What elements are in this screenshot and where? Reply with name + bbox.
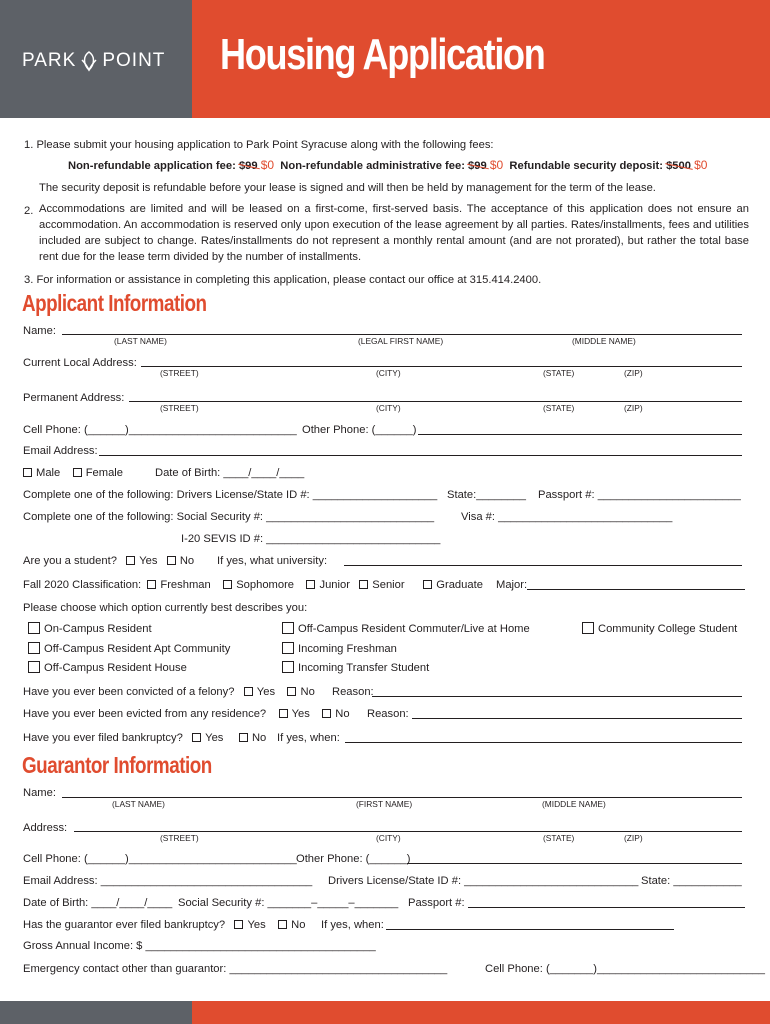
- intro-item-2-num: 2.: [24, 205, 34, 217]
- option-community[interactable]: [582, 622, 737, 636]
- choose-label: Please choose which option currently best describes you:: [23, 602, 308, 614]
- evicted-question: Have you ever been evicted from any residence?: [23, 708, 267, 720]
- g-passport-field[interactable]: [468, 907, 745, 908]
- name-field[interactable]: [62, 334, 742, 335]
- bankruptcy-when-label: If yes, when:: [277, 732, 340, 744]
- local-state-caption: (STATE): [543, 368, 575, 378]
- local-street-caption: (STREET): [160, 368, 199, 378]
- g-passport-label: Passport #:: [408, 897, 465, 909]
- g-ssn-field[interactable]: Social Security #: _______–_____–_______: [178, 897, 399, 909]
- evicted-row: [23, 707, 350, 721]
- bankruptcy-yes-checkbox[interactable]: [192, 733, 201, 742]
- g-emergency-cell-field[interactable]: Cell Phone: (_______)___________________________: [485, 963, 765, 975]
- felony-row: [23, 685, 315, 699]
- perm-address-label: Permanent Address:: [23, 392, 125, 404]
- g-license-field[interactable]: Drivers License/State ID #: ____________________________: [328, 875, 639, 887]
- perm-street-caption: (STREET): [160, 403, 199, 413]
- g-middle-name-caption: (MIDDLE NAME): [542, 799, 606, 809]
- state-field[interactable]: State:________: [447, 489, 527, 501]
- evicted-yes-checkbox[interactable]: [279, 709, 288, 718]
- classification-row: [23, 578, 483, 592]
- felony-question: Have you ever been convicted of a felony?: [23, 686, 235, 698]
- footer-gray-bar: [0, 1001, 192, 1024]
- fee2-old: $99: [468, 160, 487, 172]
- g-state-caption: (STATE): [543, 833, 575, 843]
- fee1-new: $0: [260, 158, 275, 172]
- option-apt[interactable]: [28, 642, 230, 656]
- evicted-no-label: No: [335, 708, 350, 720]
- g-bankruptcy-question: Has the guarantor ever filed bankruptcy?: [23, 919, 226, 931]
- female-checkbox[interactable]: [73, 468, 82, 477]
- g-name-field[interactable]: [62, 797, 742, 798]
- apt-label: Off-Campus Resident Apt Community: [44, 643, 231, 655]
- perm-zip-caption: (ZIP): [624, 403, 643, 413]
- student-no-checkbox[interactable]: [167, 556, 176, 565]
- perm-state-caption: (STATE): [543, 403, 575, 413]
- park-point-logo: [22, 50, 165, 72]
- freshman-label: Freshman: [160, 579, 211, 591]
- g-bankruptcy-no-label: No: [291, 919, 306, 931]
- house-checkbox[interactable]: [28, 661, 40, 673]
- g-cell-phone-field[interactable]: Cell Phone: (______)___________________________: [23, 853, 297, 865]
- student-row: [23, 554, 194, 568]
- first-name-caption: (LEGAL FIRST NAME): [358, 336, 444, 346]
- g-bankruptcy-when-field[interactable]: [386, 929, 674, 930]
- cell-phone-field[interactable]: Cell Phone: (______)___________________________: [23, 424, 297, 436]
- gender-row: [23, 466, 123, 480]
- fee1-old: $99: [238, 160, 258, 172]
- bankruptcy-when-field[interactable]: [345, 742, 742, 743]
- bankruptcy-row: [23, 731, 266, 745]
- student-no-label: No: [179, 555, 195, 567]
- g-bankruptcy-yes-checkbox[interactable]: [234, 920, 243, 929]
- g-bankruptcy-row: [23, 918, 305, 932]
- option-incoming-freshman[interactable]: [282, 642, 397, 656]
- incoming-freshman-label: Incoming Freshman: [298, 643, 397, 655]
- fee1-label: Non-refundable application fee:: [68, 160, 236, 172]
- major-field[interactable]: [527, 589, 745, 590]
- g-bankruptcy-yes-label: Yes: [247, 919, 266, 931]
- option-oncampus[interactable]: [28, 622, 152, 636]
- g-email-field[interactable]: Email Address: __________________________________: [23, 875, 313, 887]
- dob-field[interactable]: Date of Birth: ____/____/____: [155, 467, 305, 479]
- junior-checkbox[interactable]: [306, 580, 315, 589]
- deposit-note: The security deposit is refundable before your lease is signed and will then be held by management for the term of the lease.: [39, 182, 656, 194]
- fee3-label: Refundable security deposit:: [509, 160, 663, 172]
- other-phone-label: Other Phone: (______): [302, 424, 417, 436]
- major-label: Major:: [496, 579, 528, 591]
- last-name-caption: (LAST NAME): [114, 336, 167, 346]
- g-name-label: Name:: [23, 787, 56, 799]
- local-address-label: Current Local Address:: [23, 357, 137, 369]
- evicted-yes-label: Yes: [291, 708, 310, 720]
- applicant-heading: Applicant Information: [22, 290, 207, 316]
- transfer-checkbox[interactable]: [282, 661, 294, 673]
- leaf-icon: [80, 50, 98, 72]
- felony-yes-checkbox[interactable]: [244, 687, 253, 696]
- community-label: Community College Student: [598, 623, 738, 635]
- intro-item-2: Accommodations are limited and will be leased on a first-come, first-served basis. The acceptance of this application does not ensure an accommodation. An accommodation is reserved only upon execution of the lease agreement by all parties. Rates/installments, fees and utilities included are subject to change. Rates/installments do not represent a monthly rental amount (and are not prorated), but rather the total base rent due for the lease term divided by the number of installments.: [39, 203, 749, 263]
- apt-checkbox[interactable]: [28, 642, 40, 654]
- intro-item-3: 3. For information or assistance in completing this application, please contact our office at 315.414.2400.: [24, 274, 542, 286]
- student-yes-checkbox[interactable]: [126, 556, 135, 565]
- g-address-label: Address:: [23, 822, 68, 834]
- transfer-label: Incoming Transfer Student: [298, 662, 430, 674]
- felony-no-checkbox[interactable]: [287, 687, 296, 696]
- felony-yes-label: Yes: [256, 686, 276, 698]
- ssn-field[interactable]: Complete one of the following: Social Security #: ___________________________: [23, 511, 435, 523]
- felony-reason-field[interactable]: [372, 696, 742, 697]
- visa-field[interactable]: Visa #: ____________________________: [461, 511, 673, 523]
- g-state-field[interactable]: State: ___________: [641, 875, 742, 887]
- student-question: Are you a student?: [23, 555, 117, 567]
- g-income-field[interactable]: Gross Annual Income: $ _____________________________________: [23, 940, 376, 952]
- other-phone-field[interactable]: [418, 434, 742, 435]
- student-yes-label: Yes: [139, 555, 158, 567]
- senior-checkbox[interactable]: [359, 580, 368, 589]
- evicted-reason-field[interactable]: [412, 718, 742, 719]
- passport-field[interactable]: Passport #: _______________________: [538, 489, 741, 501]
- evicted-no-checkbox[interactable]: [322, 709, 331, 718]
- middle-name-caption: (MIDDLE NAME): [572, 336, 636, 346]
- bankruptcy-no-checkbox[interactable]: [239, 733, 248, 742]
- classification-label: Fall 2020 Classification:: [23, 579, 142, 591]
- felony-reason-label: Reason:: [332, 686, 374, 698]
- graduate-checkbox[interactable]: [423, 580, 432, 589]
- g-last-name-caption: (LAST NAME): [112, 799, 165, 809]
- oncampus-checkbox[interactable]: [28, 622, 40, 634]
- email-field[interactable]: [99, 455, 742, 456]
- bankruptcy-no-label: No: [251, 732, 267, 744]
- sevis-field[interactable]: I-20 SEVIS ID #: ____________________________: [181, 533, 441, 545]
- male-checkbox[interactable]: [23, 468, 32, 477]
- page-title: Housing Application: [220, 30, 545, 79]
- male-label: Male: [36, 467, 61, 479]
- house-label: Off-Campus Resident House: [44, 662, 187, 674]
- felony-no-label: No: [300, 686, 315, 698]
- logo-text-left: PARK: [22, 50, 77, 71]
- option-commuter[interactable]: [282, 622, 530, 636]
- freshman-checkbox[interactable]: [147, 580, 156, 589]
- g-other-phone-label: Other Phone: (______): [296, 853, 411, 865]
- local-address-field[interactable]: [141, 366, 742, 367]
- evicted-reason-label: Reason:: [367, 708, 409, 720]
- fee2-new: $0: [489, 158, 504, 172]
- graduate-label: Graduate: [436, 579, 483, 591]
- guarantor-heading: Guarantor Information: [22, 752, 212, 778]
- g-bankruptcy-no-checkbox[interactable]: [278, 920, 287, 929]
- g-bankruptcy-when-label: If yes, when:: [321, 919, 384, 931]
- g-first-name-caption: (FIRST NAME): [356, 799, 413, 809]
- intro-item-1: 1. Please submit your housing application to Park Point Syracuse along with the following fees:: [24, 139, 494, 151]
- sophomore-checkbox[interactable]: [223, 580, 232, 589]
- fee3-old: $500: [666, 160, 691, 172]
- female-label: Female: [85, 467, 123, 479]
- fee-line: [68, 158, 707, 173]
- g-street-caption: (STREET): [160, 833, 199, 843]
- logo-text-right: POINT: [102, 50, 166, 71]
- g-address-field[interactable]: [74, 831, 742, 832]
- community-checkbox[interactable]: [582, 622, 594, 634]
- university-field[interactable]: [344, 565, 742, 566]
- university-label: If yes, what university:: [217, 555, 328, 567]
- fee3-new: $0: [694, 158, 708, 172]
- senior-label: Senior: [372, 579, 405, 591]
- bankruptcy-yes-label: Yes: [205, 732, 224, 744]
- sophomore-label: Sophomore: [236, 579, 295, 591]
- local-city-caption: (CITY): [376, 368, 401, 378]
- g-city-caption: (CITY): [376, 833, 401, 843]
- commuter-checkbox[interactable]: [282, 622, 294, 634]
- incoming-freshman-checkbox[interactable]: [282, 642, 294, 654]
- bankruptcy-question: Have you ever filed bankruptcy?: [23, 732, 183, 744]
- g-dob-field[interactable]: Date of Birth: ____/____/____: [23, 897, 173, 909]
- email-label: Email Address:: [23, 445, 98, 457]
- g-emergency-field[interactable]: Emergency contact other than guarantor: ___________________________________: [23, 963, 448, 975]
- license-field[interactable]: Complete one of the following: Drivers License/State ID #: ____________________: [23, 489, 438, 501]
- option-house[interactable]: [28, 661, 187, 675]
- local-zip-caption: (ZIP): [624, 368, 643, 378]
- option-transfer[interactable]: [282, 661, 429, 675]
- junior-label: Junior: [319, 579, 350, 591]
- commuter-label: Off-Campus Resident Commuter/Live at Home: [298, 623, 530, 635]
- perm-city-caption: (CITY): [376, 403, 401, 413]
- g-other-phone-field[interactable]: [407, 863, 742, 864]
- perm-address-field[interactable]: [129, 401, 742, 402]
- g-zip-caption: (ZIP): [624, 833, 643, 843]
- oncampus-label: On-Campus Resident: [44, 623, 152, 635]
- name-label: Name:: [23, 325, 56, 337]
- footer-red-bar: [192, 1001, 770, 1024]
- fee2-label: Non-refundable administrative fee:: [280, 160, 465, 172]
